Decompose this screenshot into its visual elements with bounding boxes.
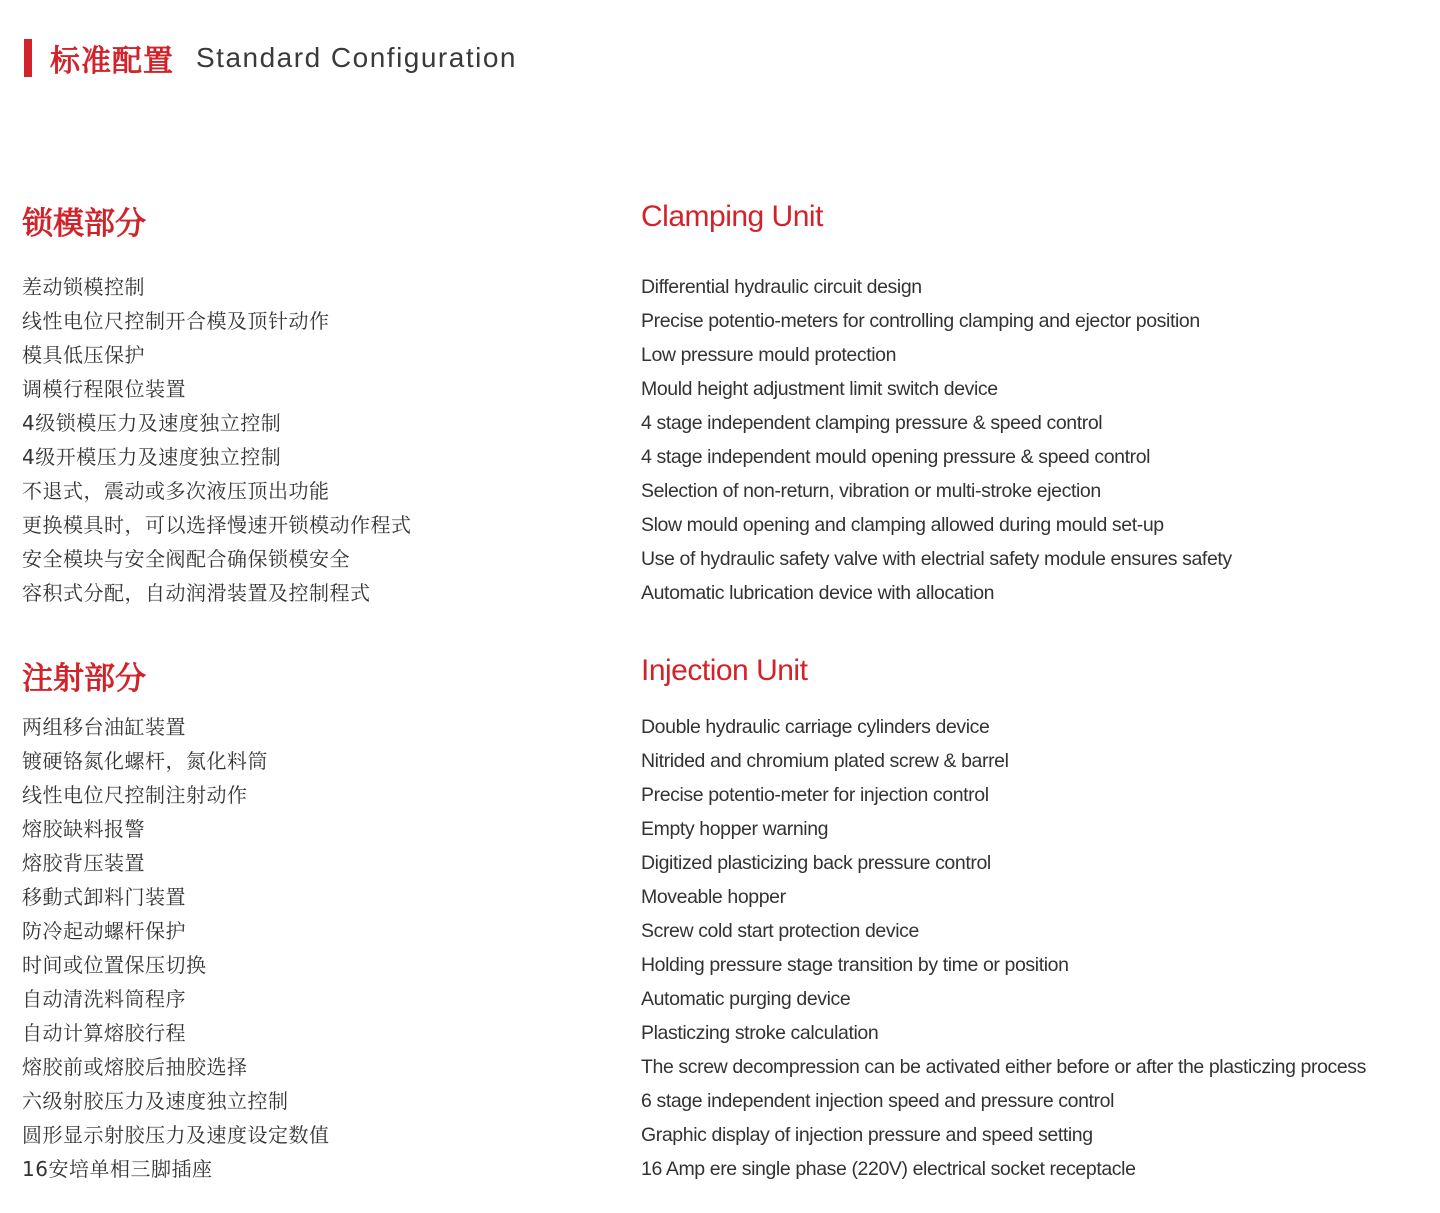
header-accent-bar bbox=[24, 39, 32, 77]
list-item: The screw decompression can be activated either before or after the plasticzing process bbox=[641, 1056, 1367, 1078]
list-item: Holding pressure stage transition by time or position bbox=[641, 954, 1069, 976]
page-title-english: Standard Configuration bbox=[196, 42, 517, 73]
injection-section-title-chinese: 注射部分 bbox=[22, 661, 146, 697]
list-item: 16 Amp ere single phase (220V) electrical socket receptacle bbox=[641, 1158, 1136, 1180]
list-item: Graphic display of injection pressure and speed setting bbox=[641, 1124, 1093, 1146]
list-item: Precise potentio-meters for controlling clamping and ejector position bbox=[641, 310, 1200, 332]
list-item: 自动计算熔胶行程 bbox=[22, 1021, 186, 1045]
list-item: 16安培单相三脚插座 bbox=[22, 1157, 213, 1181]
list-item: 4级开模压力及速度独立控制 bbox=[22, 445, 282, 469]
list-item: 防冷起动螺杆保护 bbox=[22, 919, 186, 943]
list-item: 4 stage independent mould opening pressure & speed control bbox=[641, 446, 1151, 468]
list-item: 调模行程限位装置 bbox=[22, 377, 186, 401]
list-item: Empty hopper warning bbox=[641, 818, 829, 840]
list-item: 熔胶缺料报警 bbox=[22, 817, 145, 841]
list-item: 线性电位尺控制注射动作 bbox=[22, 783, 248, 807]
list-item: 4 stage independent clamping pressure & speed control bbox=[641, 412, 1103, 434]
list-item: 6 stage independent injection speed and pressure control bbox=[641, 1090, 1115, 1112]
list-item: Mould height adjustment limit switch device bbox=[641, 378, 998, 400]
clamping-section-title-chinese: 锁模部分 bbox=[22, 206, 146, 242]
list-item: Use of hydraulic safety valve with electrial safety module ensures safety bbox=[641, 548, 1232, 570]
clamping-features-chinese bbox=[22, 270, 412, 610]
page-title-chinese: 标准配置 bbox=[50, 44, 174, 79]
list-item: Digitized plasticizing back pressure control bbox=[641, 852, 991, 874]
list-item: 容积式分配，自动润滑装置及控制程式 bbox=[22, 581, 371, 605]
list-item: 时间或位置保压切换 bbox=[22, 953, 207, 977]
list-item: Automatic lubrication device with allocation bbox=[641, 582, 995, 604]
injection-section-title-english: Injection Unit bbox=[641, 654, 808, 687]
list-item: Double hydraulic carriage cylinders device bbox=[641, 716, 990, 738]
list-item: 镀硬铬氮化螺杆，氮化料筒 bbox=[22, 749, 268, 773]
clamping-section-title-english: Clamping Unit bbox=[641, 200, 823, 233]
list-item: Low pressure mould protection bbox=[641, 344, 897, 366]
list-item: 熔胶前或熔胶后抽胶选择 bbox=[22, 1055, 248, 1079]
list-item: Precise potentio-meter for injection control bbox=[641, 784, 989, 806]
injection-features-english bbox=[641, 710, 1366, 1186]
list-item: Plasticzing stroke calculation bbox=[641, 1022, 879, 1044]
list-item: 安全模块与安全阀配合确保锁模安全 bbox=[22, 547, 350, 571]
list-item: Slow mould opening and clamping allowed during mould set-up bbox=[641, 514, 1164, 536]
list-item: 不退式，震动或多次液压顶出功能 bbox=[22, 479, 330, 503]
list-item: 自动清洗料筒程序 bbox=[22, 987, 186, 1011]
injection-features-chinese bbox=[22, 710, 330, 1186]
list-item: 线性电位尺控制开合模及顶针动作 bbox=[22, 309, 330, 333]
list-item: 4级锁模压力及速度独立控制 bbox=[22, 411, 282, 435]
list-item: Nitrided and chromium plated screw & barrel bbox=[641, 750, 1009, 772]
page-header bbox=[24, 38, 517, 78]
list-item: Moveable hopper bbox=[641, 886, 786, 908]
list-item: 圆形显示射胶压力及速度设定数值 bbox=[22, 1123, 330, 1147]
list-item: 两组移台油缸装置 bbox=[22, 715, 186, 739]
list-item: 差动锁模控制 bbox=[22, 275, 145, 299]
list-item: 六级射胶压力及速度独立控制 bbox=[22, 1089, 289, 1113]
list-item: 移動式卸料门装置 bbox=[22, 885, 186, 909]
list-item: Screw cold start protection device bbox=[641, 920, 919, 942]
list-item: 熔胶背压装置 bbox=[22, 851, 145, 875]
list-item: Selection of non-return, vibration or multi-stroke ejection bbox=[641, 480, 1101, 502]
list-item: Differential hydraulic circuit design bbox=[641, 276, 922, 298]
list-item: 模具低压保护 bbox=[22, 343, 145, 367]
list-item: Automatic purging device bbox=[641, 988, 851, 1010]
clamping-features-english bbox=[641, 270, 1232, 610]
list-item: 更换模具时，可以选择慢速开锁模动作程式 bbox=[22, 513, 412, 537]
